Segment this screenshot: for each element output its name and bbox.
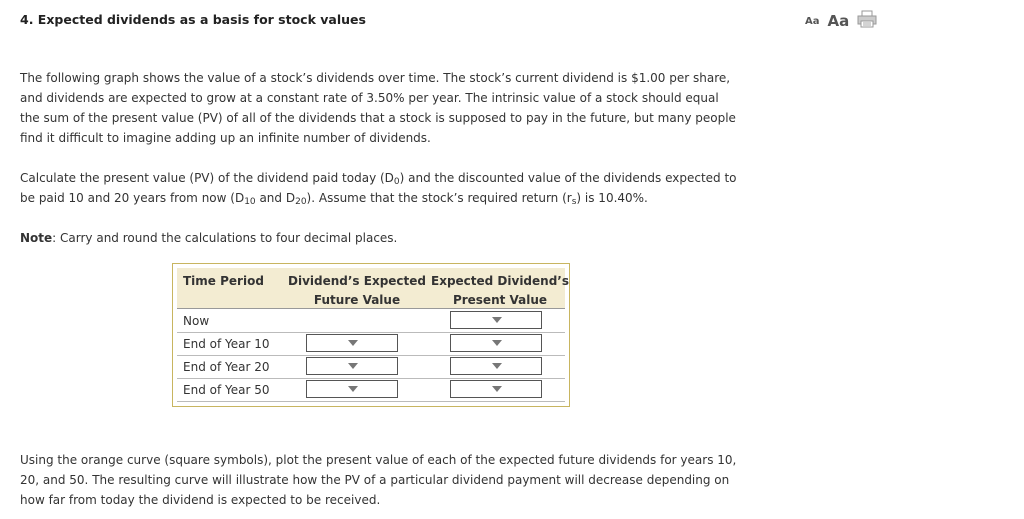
dividend-table [172, 263, 570, 407]
chevron-down-icon [348, 340, 358, 346]
pv-dropdown-year-50[interactable] [450, 380, 542, 398]
table-header [177, 268, 569, 309]
pv-dropdown-now[interactable] [450, 311, 542, 329]
fv-dropdown-year-20[interactable] [306, 357, 398, 375]
chevron-down-icon [492, 386, 502, 392]
header-future-value: Dividend’s Expected Future Value [288, 274, 426, 307]
table-row-year-50 [177, 379, 565, 402]
print-icon[interactable] [857, 10, 877, 32]
intro-paragraph: The following graph shows the value of a stock’s dividends over time. The stock’s current dividend is $1.00 per share, and dividends are expected to grow at a constant rate of 3.50% per year. The intrinsic value of a stock should equal the sum of the present value (PV) of all of the dividends that a stock is supposed to pay in the future, but many people find it difficult to imagine adding up an infinite number of dividends. [20, 71, 736, 145]
header-present-value: Expected Dividend’s Present Value [431, 274, 569, 307]
fv-dropdown-year-50[interactable] [306, 380, 398, 398]
table-row-now [177, 310, 565, 333]
note-paragraph: Note: Carry and round the calculations to four decimal places. [20, 231, 398, 245]
pv-dropdown-year-10[interactable] [450, 334, 542, 352]
row-label: End of Year 20 [183, 360, 270, 374]
table-row-year-20 [177, 356, 565, 379]
header-time-period: Time Period [183, 274, 264, 288]
chevron-down-icon [492, 317, 502, 323]
table-row-year-10 [177, 333, 565, 356]
pv-dropdown-year-20[interactable] [450, 357, 542, 375]
chevron-down-icon [492, 340, 502, 346]
chevron-down-icon [348, 386, 358, 392]
text-size-large-button[interactable]: Aa [827, 12, 850, 30]
text-size-small-button[interactable]: Aa [805, 15, 820, 27]
row-label: Now [183, 314, 210, 328]
fv-dropdown-year-10[interactable] [306, 334, 398, 352]
chevron-down-icon [492, 363, 502, 369]
question-title: 4. Expected dividends as a basis for stock values [20, 12, 366, 27]
text-tools [805, 10, 877, 32]
chevron-down-icon [348, 363, 358, 369]
row-label: End of Year 10 [183, 337, 270, 351]
closing-paragraph: Using the orange curve (square symbols), plot the present value of each of the expected future dividends for years 10, 20, and 50. The resulting curve will illustrate how the PV of a particular dividend payment will decrease depending on how far from today the dividend is expected to be received. [20, 453, 737, 507]
note-label: Note [20, 231, 53, 245]
row-label: End of Year 50 [183, 383, 270, 397]
instruction-paragraph: Calculate the present value (PV) of the dividend paid today $(D_0)$ and the discounted value of the dividends expected to be paid 10 and 20 years from now ($D_{10}$ and $D_{20}$). Assume that the stock’s required return $(r_s)$ is 10.40%. [20, 171, 737, 207]
